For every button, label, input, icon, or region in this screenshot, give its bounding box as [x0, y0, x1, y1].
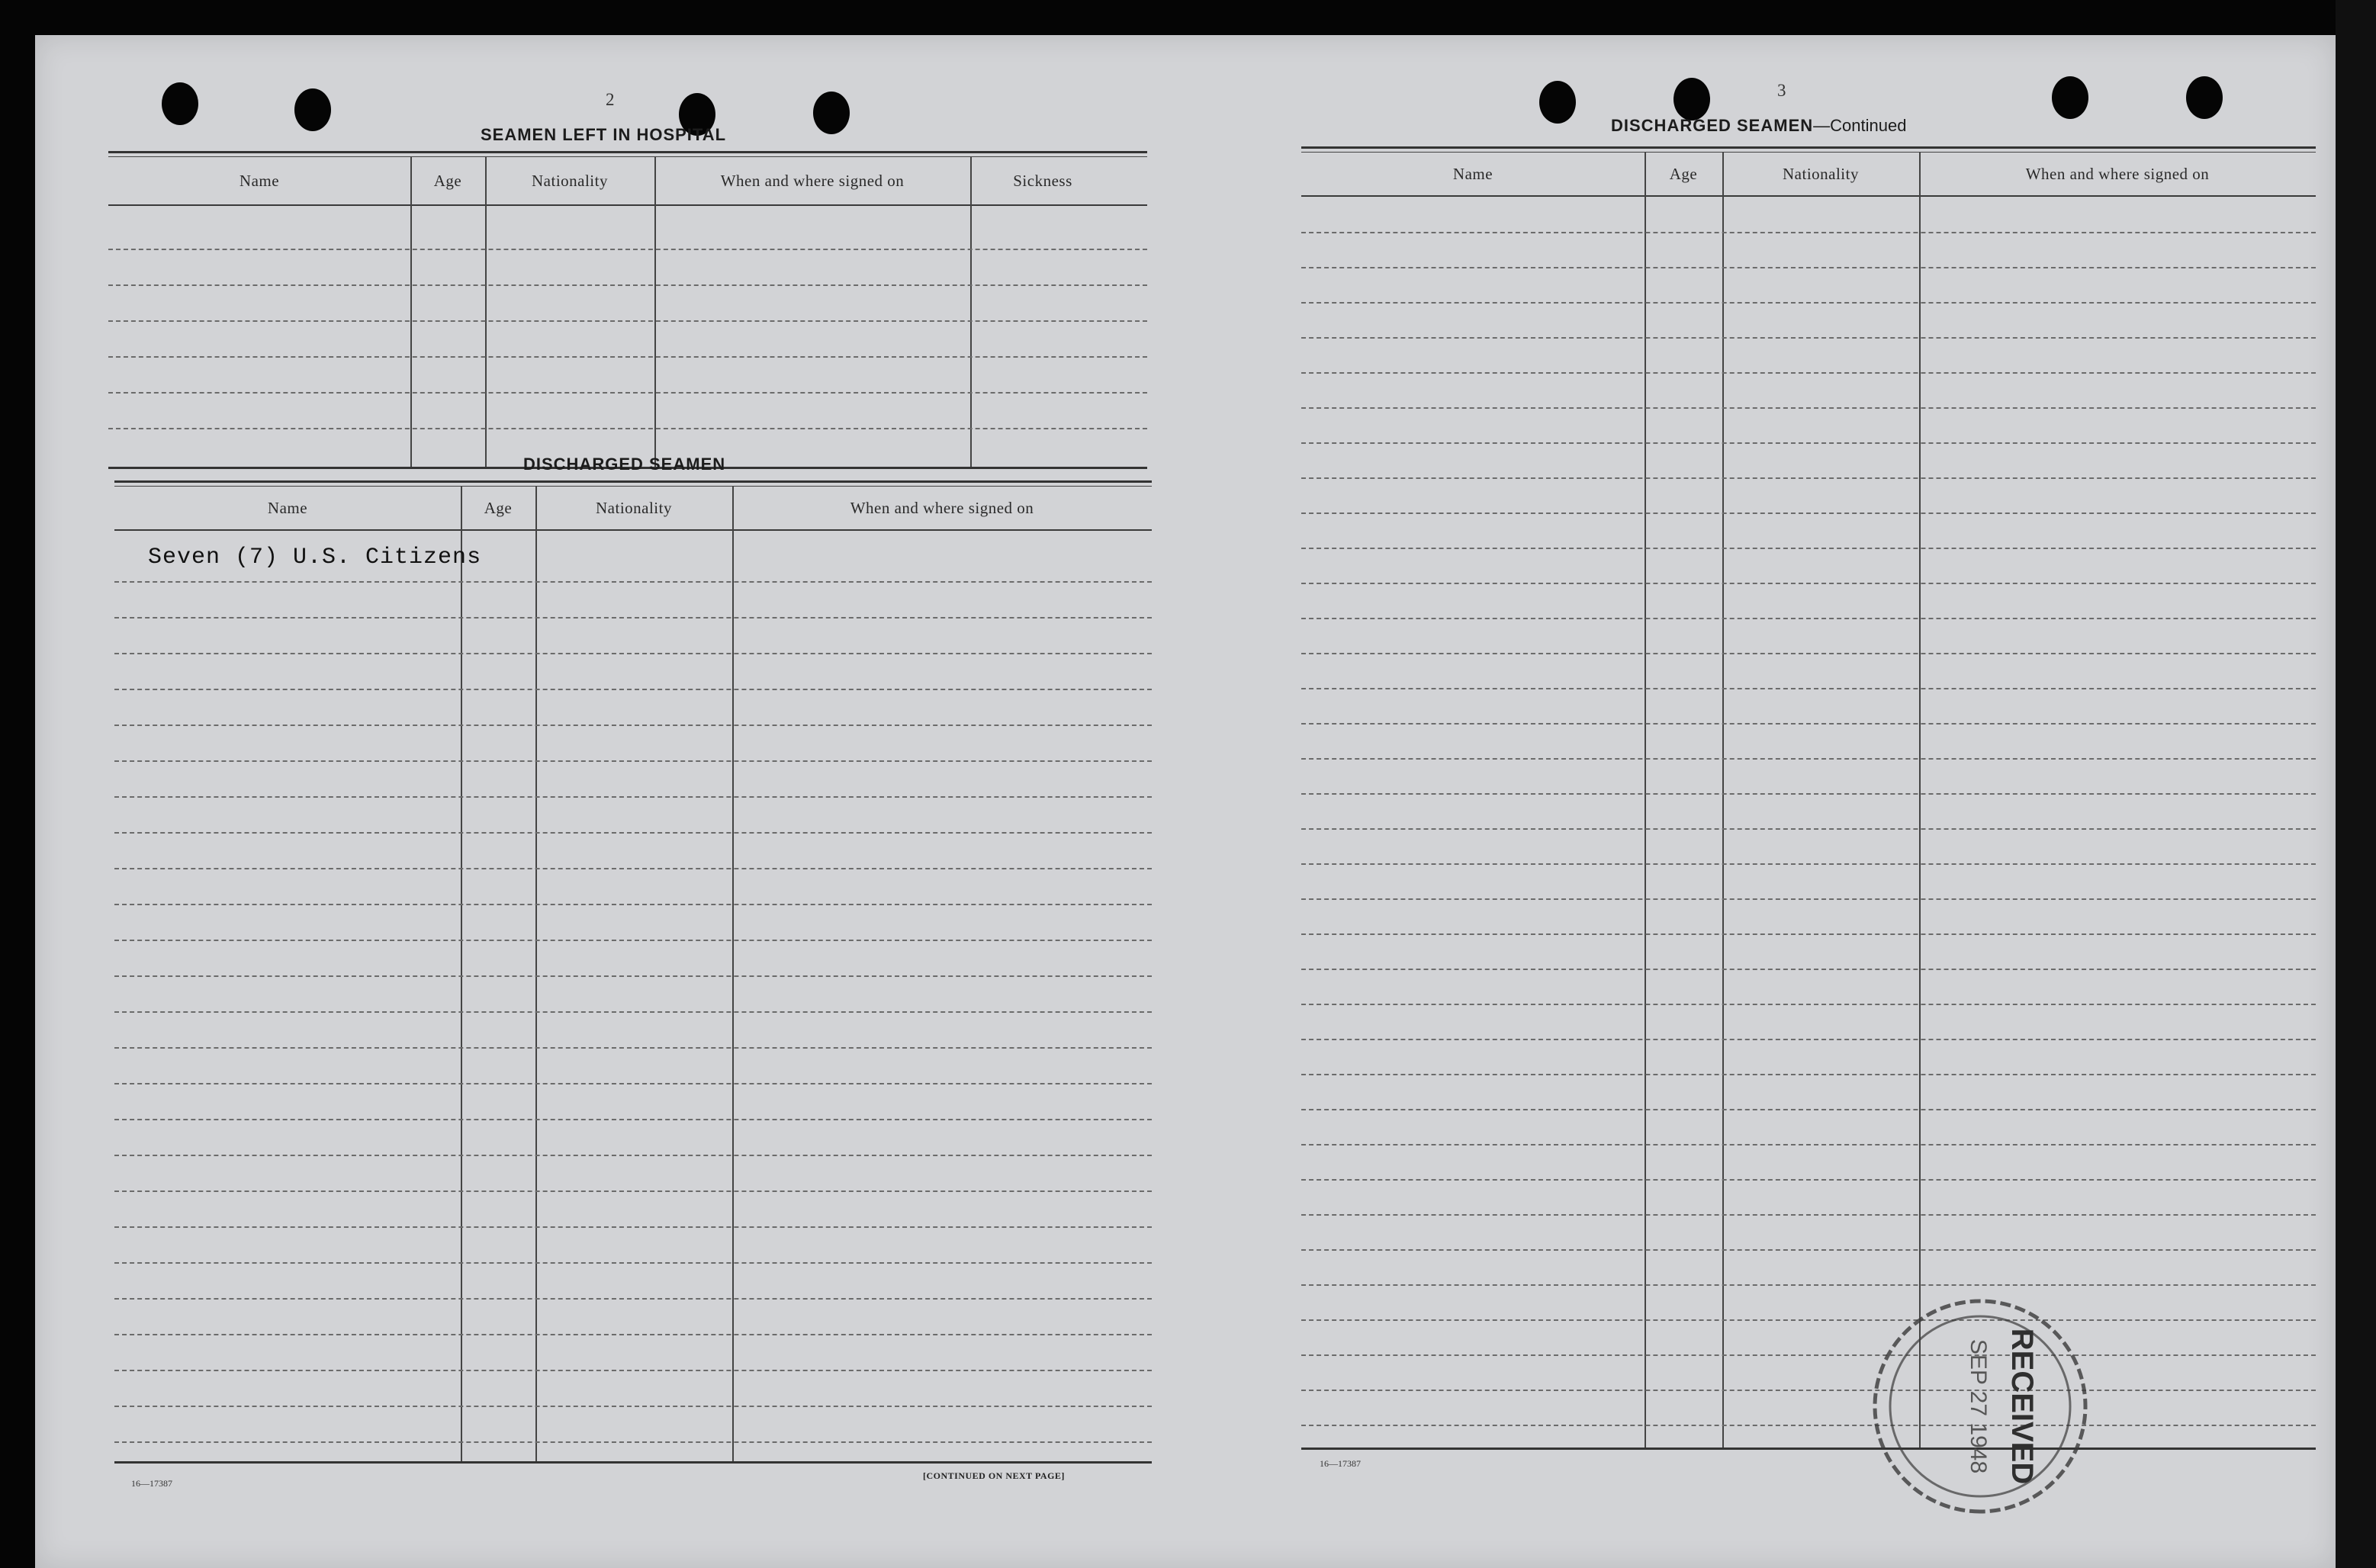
ruled-line: [1301, 302, 2316, 304]
ruled-line: [114, 832, 1152, 834]
stamp-date: SEP 27 1948: [1966, 1338, 1991, 1474]
column-header-name: Name: [267, 498, 308, 517]
ruled-line: [1301, 267, 2316, 268]
ruled-line: [108, 428, 1147, 429]
column-divider: [1645, 153, 1646, 1449]
ruled-line: [1301, 793, 2316, 795]
ruled-line: [114, 1262, 1152, 1264]
ruled-line: [1301, 477, 2316, 479]
column-header-nationality: Nationality: [1783, 164, 1859, 183]
discharged-continued-title: [1611, 116, 1906, 136]
ruled-line: [1301, 1425, 2316, 1426]
ruled-line: [114, 653, 1152, 654]
ruled-line: [1301, 1354, 2316, 1356]
document-sheet: [35, 35, 2336, 1568]
column-divider: [535, 487, 537, 1463]
ruled-line: [1301, 898, 2316, 900]
ruled-line: [114, 1047, 1152, 1049]
page-number: 2: [606, 90, 615, 109]
ruled-line: [1301, 758, 2316, 760]
column-header-signed-on: When and where signed on: [2025, 164, 2210, 183]
ruled-line: [1301, 688, 2316, 689]
ruled-line: [108, 320, 1147, 322]
ruled-line: [114, 940, 1152, 941]
discharged-continued-ledger: [1301, 146, 2316, 1452]
ruled-line: [114, 1441, 1152, 1443]
ruled-line: [1301, 1179, 2316, 1181]
ruled-line: [1301, 1004, 2316, 1005]
ruled-line: [1301, 1319, 2316, 1321]
ruled-line: [1301, 863, 2316, 865]
ruled-line: [1301, 618, 2316, 619]
ruled-line: [114, 617, 1152, 619]
ruled-line: [114, 760, 1152, 762]
ruled-line: [1301, 372, 2316, 374]
ledger-header: [108, 157, 1147, 204]
header-rule: [1301, 195, 2316, 197]
column-divider: [1919, 153, 1921, 1449]
column-divider: [970, 157, 972, 468]
column-divider: [732, 487, 734, 1463]
page-number: 3: [1777, 81, 1786, 100]
column-header-signed-on: When and where signed on: [850, 498, 1034, 517]
discharged-section-title: DISCHARGED SEAMEN: [523, 455, 726, 474]
hospital-section-title: SEAMEN LEFT IN HOSPITAL: [481, 125, 727, 144]
ruled-line: [114, 689, 1152, 690]
discharged-entry-name: Seven (7) U.S. Citizens: [148, 545, 482, 570]
ruled-line: [1301, 828, 2316, 830]
ruled-line: [114, 1406, 1152, 1407]
column-header-age: Age: [484, 498, 513, 517]
ruled-line: [114, 1370, 1152, 1371]
ruled-line: [1301, 969, 2316, 970]
ledger-top-rule: [114, 480, 1152, 483]
ledger-bottom-rule: [1301, 1448, 2316, 1450]
ruled-line: [1301, 1249, 2316, 1251]
ruled-line: [1301, 442, 2316, 444]
discharged-ledger: [114, 480, 1152, 1466]
ruled-line: [114, 796, 1152, 798]
ruled-line: [114, 725, 1152, 726]
ruled-line: [114, 581, 1152, 583]
ruled-line: [108, 284, 1147, 286]
title-main: DISCHARGED SEAMEN: [1611, 116, 1814, 135]
column-header-age: Age: [433, 171, 462, 190]
column-header-age: Age: [1669, 164, 1698, 183]
ruled-line: [1301, 407, 2316, 409]
form-code: 16—17387: [1320, 1458, 1361, 1469]
column-divider: [485, 157, 487, 468]
scan-background-edge: [2336, 0, 2376, 1568]
column-header-name: Name: [1452, 164, 1493, 183]
column-header-signed-on: When and where signed on: [720, 171, 905, 190]
ruled-line: [1301, 723, 2316, 725]
ruled-line: [108, 392, 1147, 394]
ruled-line: [1301, 548, 2316, 549]
hospital-ledger: [108, 151, 1147, 471]
ledger-header: [114, 487, 1152, 529]
ruled-line: [114, 868, 1152, 869]
ruled-line: [114, 975, 1152, 977]
ruled-line: [114, 1334, 1152, 1335]
ruled-line: [114, 1119, 1152, 1120]
column-divider: [1722, 153, 1724, 1449]
ruled-line: [1301, 1074, 2316, 1075]
column-header-name: Name: [239, 171, 280, 190]
ruled-line: [1301, 653, 2316, 654]
column-divider: [410, 157, 412, 468]
column-divider: [654, 157, 656, 468]
ledger-header: [1301, 153, 2316, 195]
received-stamp: [1866, 1292, 2095, 1521]
ruled-line: [108, 249, 1147, 250]
ruled-line: [114, 1083, 1152, 1084]
ruled-line: [1301, 337, 2316, 339]
ruled-line: [114, 1298, 1152, 1300]
ruled-line: [1301, 512, 2316, 514]
column-header-sickness: Sickness: [1013, 171, 1072, 190]
ruled-line: [114, 1226, 1152, 1228]
ruled-line: [1301, 933, 2316, 935]
column-header-nationality: Nationality: [596, 498, 672, 517]
left-page: [35, 35, 1149, 1568]
column-divider: [461, 487, 462, 1463]
ruled-line: [1301, 1109, 2316, 1110]
ruled-line: [108, 356, 1147, 358]
ruled-line: [114, 1011, 1152, 1013]
ledger-bottom-rule: [114, 1461, 1152, 1464]
ruled-line: [1301, 1144, 2316, 1145]
right-page: [1225, 35, 2336, 1568]
ruled-line: [114, 1155, 1152, 1156]
ledger-top-rule: [108, 151, 1147, 153]
header-rule: [108, 204, 1147, 206]
header-rule: [114, 529, 1152, 531]
ruled-line: [114, 1190, 1152, 1192]
ruled-line: [1301, 1039, 2316, 1040]
column-header-nationality: Nationality: [532, 171, 608, 190]
ruled-line: [1301, 232, 2316, 233]
ruled-line: [1301, 1284, 2316, 1286]
stamp-received-text: RECEIVED: [2005, 1328, 2039, 1485]
ledger-top-rule: [1301, 146, 2316, 149]
continued-note: [CONTINUED ON NEXT PAGE]: [923, 1470, 1065, 1481]
ruled-line: [1301, 1390, 2316, 1391]
ruled-line: [114, 904, 1152, 905]
ruled-line: [1301, 583, 2316, 584]
form-code: 16—17387: [131, 1478, 172, 1489]
title-suffix: —Continued: [1813, 116, 1907, 135]
ruled-line: [1301, 1214, 2316, 1216]
